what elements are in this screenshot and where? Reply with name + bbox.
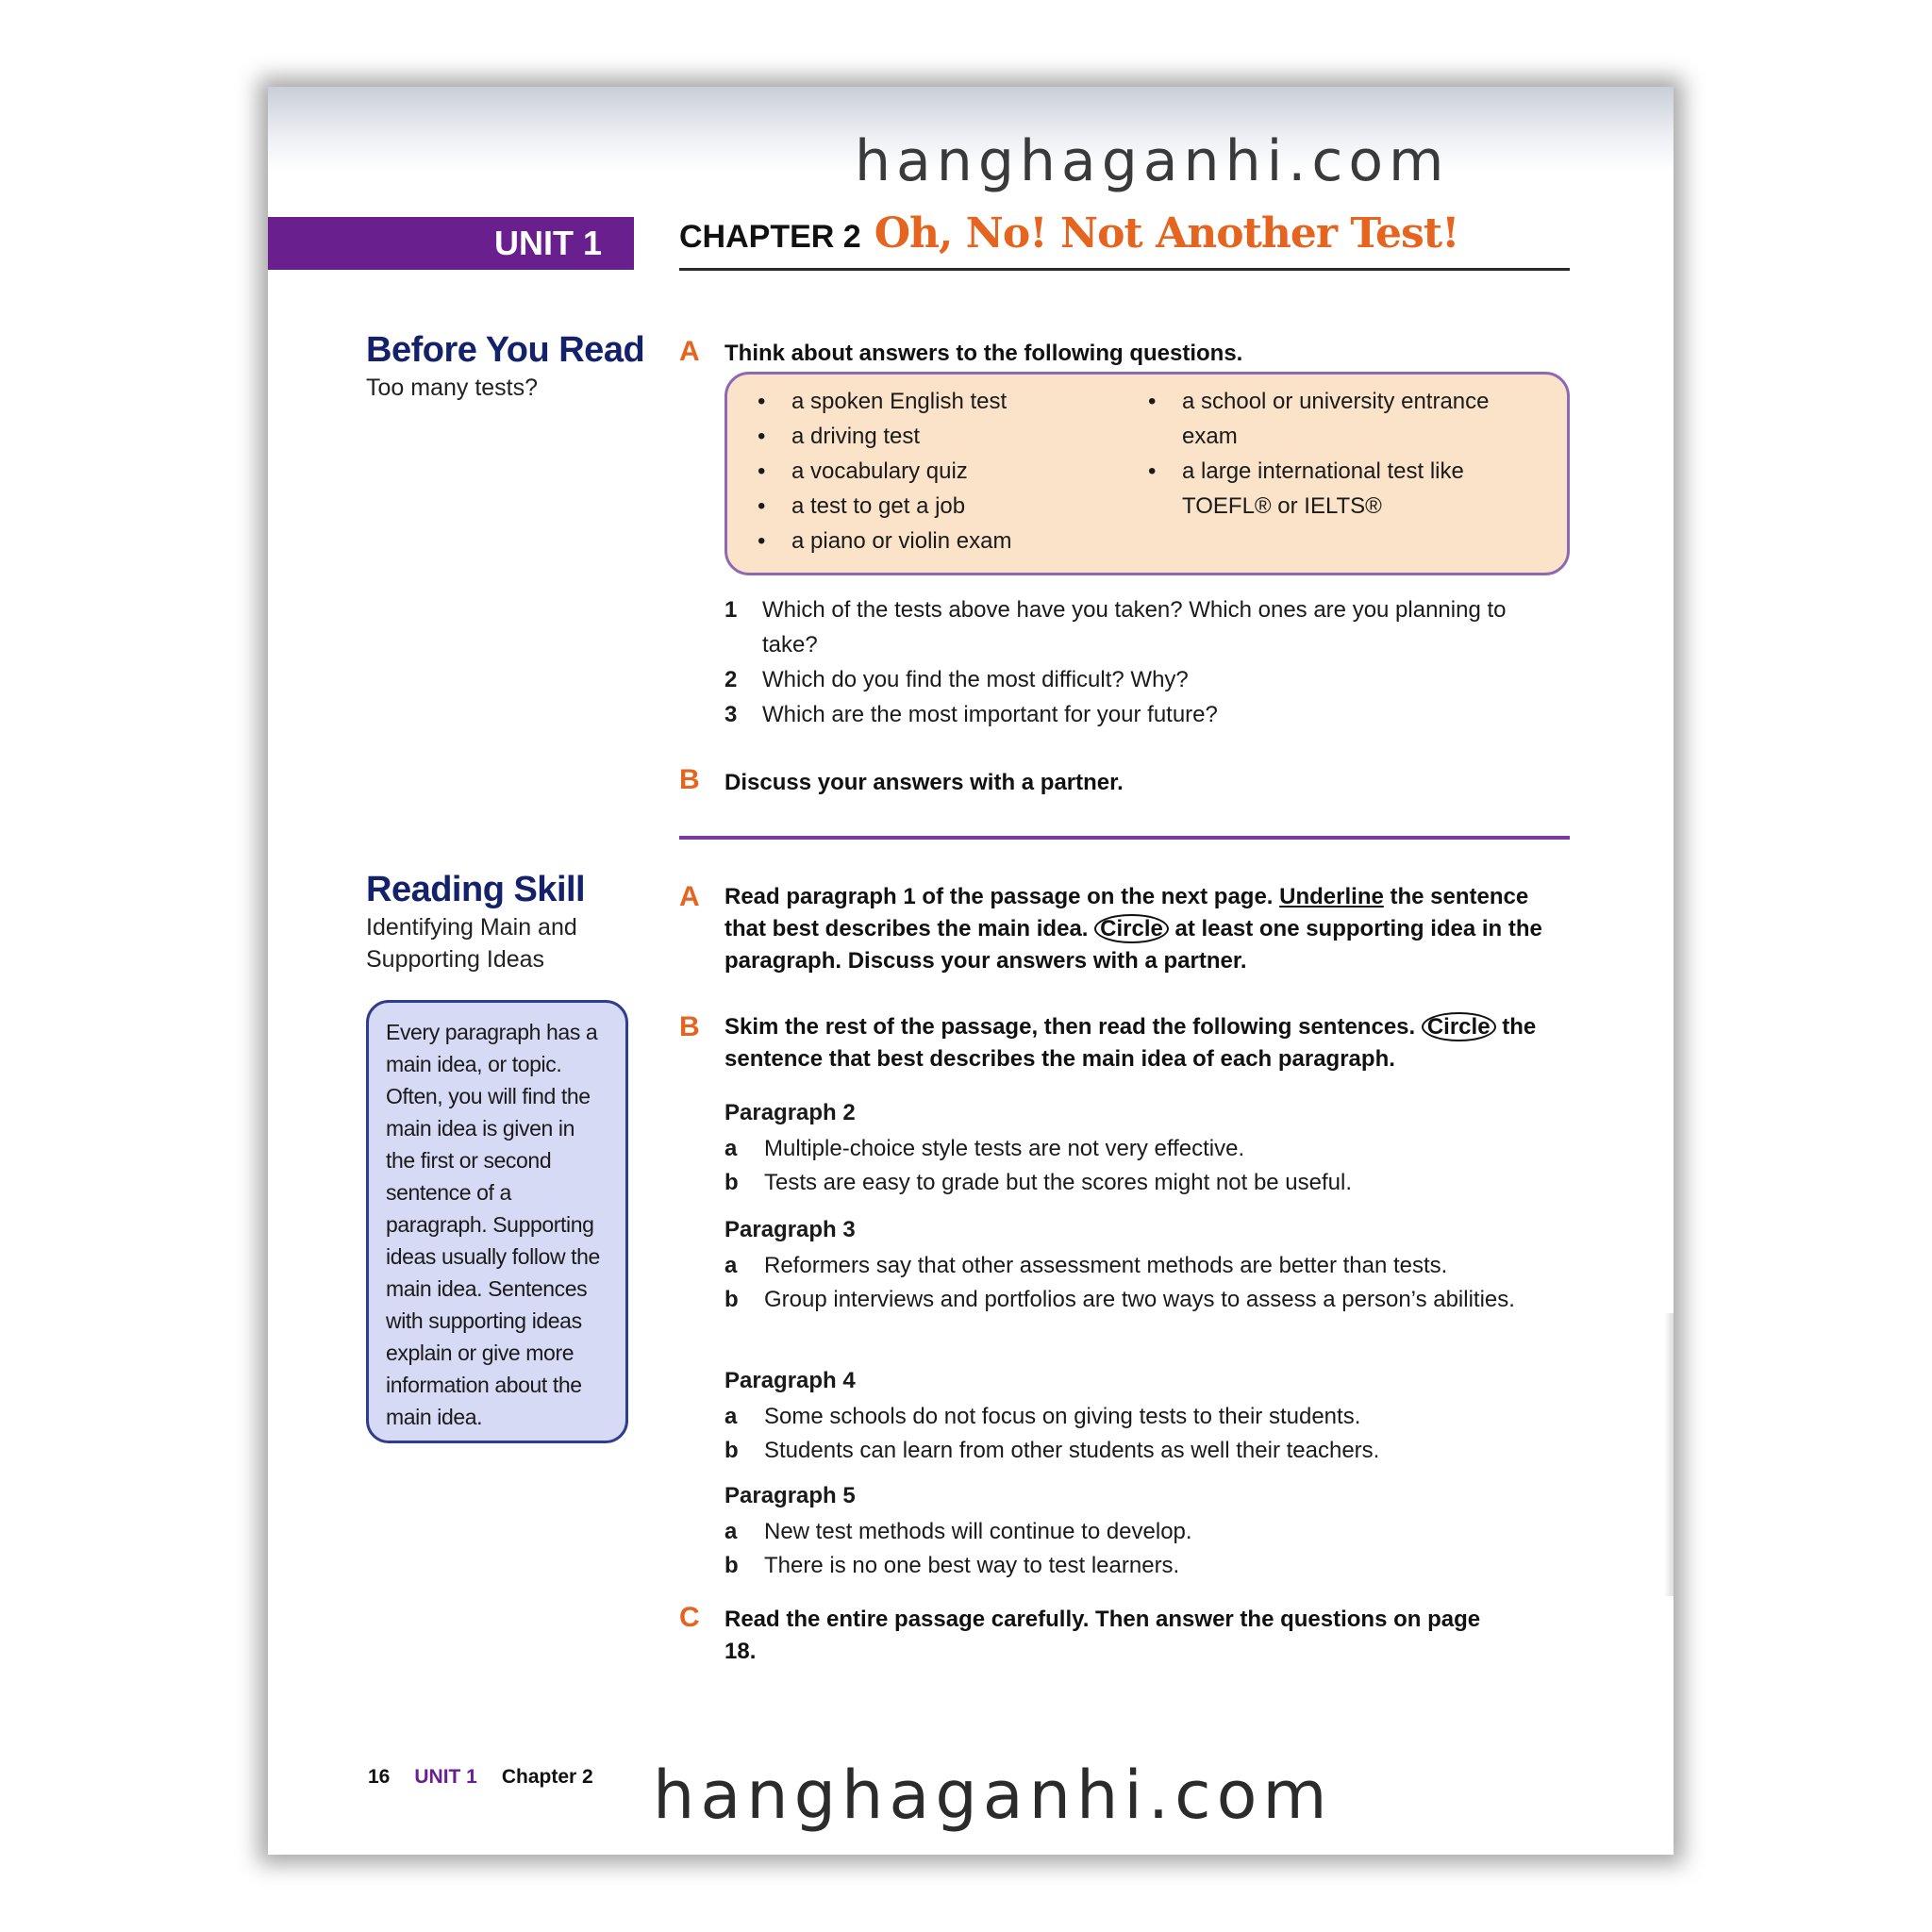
reading-skill-subheading: Identifying Main and Supporting Ideas <box>366 914 577 973</box>
list-item: • a driving test <box>758 419 1135 454</box>
question-text: Which of the tests above have you taken? Which ones are you planning to take? <box>762 597 1507 658</box>
section-divider <box>679 836 1570 840</box>
skill-a-letter: A <box>679 881 700 912</box>
option-letter: b <box>724 1553 739 1578</box>
skill-a-instruction <box>724 881 1555 977</box>
section-b-letter: B <box>679 764 700 795</box>
question-number: 1 <box>724 597 738 623</box>
skill-c-letter: C <box>679 1602 700 1633</box>
paragraph-title: Paragraph 2 <box>724 1100 856 1125</box>
paragraph-3-options <box>724 1211 1555 1317</box>
instruction-text: at least one supporting idea in the paragraph. Discuss your answers with a partner. <box>724 916 1542 974</box>
page-footer <box>368 1766 593 1789</box>
footer-chapter: Chapter 2 <box>501 1766 593 1788</box>
option-item <box>724 1549 1555 1583</box>
before-you-read-heading: Before You Read <box>366 330 645 370</box>
unit-banner: UNIT 1 <box>268 217 634 270</box>
option-letter: b <box>724 1438 739 1463</box>
option-letter: a <box>724 1404 738 1429</box>
option-text: Group interviews and portfolios are two ways to assess a person’s abilities. <box>764 1287 1515 1312</box>
before-you-read-subheading: Too many tests? <box>366 375 539 401</box>
watermark-bottom: hanghaganhi.com <box>653 1757 1333 1834</box>
option-item <box>724 1132 1555 1166</box>
chapter-header <box>679 209 1570 271</box>
paragraph-title: Paragraph 5 <box>724 1483 856 1508</box>
instruction-text: the sentence that best describes the main idea of each paragraph. <box>724 1014 1537 1072</box>
instruction-text: the sentence that best describes the main idea. <box>724 884 1529 941</box>
section-a-letter: A <box>679 336 700 367</box>
list-item: • a spoken English test <box>758 384 1135 419</box>
option-text: Reformers say that other assessment methods are better than tests. <box>764 1253 1448 1278</box>
section-a-instruction: Think about answers to the following questions. <box>724 341 1243 366</box>
page-number: 16 <box>368 1766 391 1788</box>
watermark-top: hanghaganhi.com <box>855 128 1450 194</box>
option-text: Some schools do not focus on giving tests to their students. <box>764 1404 1361 1429</box>
paragraph-4-options <box>724 1362 1555 1468</box>
option-letter: a <box>724 1519 738 1544</box>
question-item <box>724 592 1555 662</box>
page-edge-shadow <box>1664 1313 1674 1596</box>
option-text: Multiple-choice style tests are not very effective. <box>764 1136 1245 1161</box>
chapter-title: Oh, No! Not Another Test! <box>874 209 1459 258</box>
question-text: Which are the most important for your future? <box>762 702 1218 727</box>
option-letter: a <box>724 1136 738 1161</box>
question-number: 3 <box>724 702 738 727</box>
question-item <box>724 697 1555 732</box>
tests-list-right <box>1148 384 1544 524</box>
footer-unit: UNIT 1 <box>414 1766 477 1788</box>
reading-skill-tip-box <box>366 1000 628 1443</box>
list-item: • a school or university entrance exam <box>1148 384 1544 454</box>
option-letter: a <box>724 1253 738 1278</box>
question-item <box>724 662 1555 697</box>
circle-word: Circle <box>1422 1012 1496 1041</box>
paragraph-2-options <box>724 1094 1555 1200</box>
question-number: 2 <box>724 667 738 692</box>
section-b-instruction: Discuss your answers with a partner. <box>724 770 1124 795</box>
list-item: • a vocabulary quiz <box>758 454 1135 489</box>
circle-word: Circle <box>1094 914 1169 943</box>
option-item <box>724 1249 1555 1283</box>
skill-b-letter: B <box>679 1011 700 1042</box>
question-text: Which do you find the most difficult? Why? <box>762 667 1189 692</box>
list-item: • a large international test like TOEFL® or IELTS® <box>1148 454 1544 524</box>
textbook-page <box>268 87 1674 1855</box>
option-text: Tests are easy to grade but the scores might not be useful. <box>764 1170 1353 1195</box>
paragraph-title: Paragraph 4 <box>724 1368 856 1393</box>
option-item <box>724 1283 1519 1317</box>
underline-word: Underline <box>1279 884 1384 909</box>
option-letter: b <box>724 1170 739 1195</box>
skill-b-instruction <box>724 1011 1574 1075</box>
reading-skill-heading: Reading Skill <box>366 870 586 909</box>
option-letter: b <box>724 1287 739 1312</box>
tip-text: Every paragraph has a main idea, or topic. Often, you will find the main idea is given in the first or second sentence of a paragraph. Supporting ideas usually follow the main idea. Sentences with supporting ideas explain or give more information about the main idea. <box>386 1020 600 1429</box>
option-item <box>724 1400 1555 1434</box>
option-item <box>724 1166 1555 1200</box>
option-item <box>724 1515 1555 1549</box>
tests-list-left <box>758 384 1135 558</box>
option-text: Students can learn from other students as well their teachers. <box>764 1438 1380 1463</box>
tests-box <box>724 372 1570 575</box>
option-text: There is no one best way to test learners. <box>764 1553 1180 1578</box>
discussion-questions <box>724 592 1555 732</box>
list-item: • a piano or violin exam <box>758 524 1135 558</box>
option-text: New test methods will continue to develop. <box>764 1519 1192 1544</box>
chapter-label: CHAPTER 2 <box>679 219 861 255</box>
list-item: • a test to get a job <box>758 489 1135 524</box>
instruction-text: Skim the rest of the passage, then read the following sentences. <box>724 1014 1422 1040</box>
instruction-text: Read paragraph 1 of the passage on the next page. <box>724 884 1280 909</box>
option-item <box>724 1434 1555 1468</box>
skill-c-instruction: Read the entire passage carefully. Then answer the questions on page 18. <box>724 1607 1481 1664</box>
paragraph-title: Paragraph 3 <box>724 1217 856 1242</box>
paragraph-5-options <box>724 1477 1555 1583</box>
